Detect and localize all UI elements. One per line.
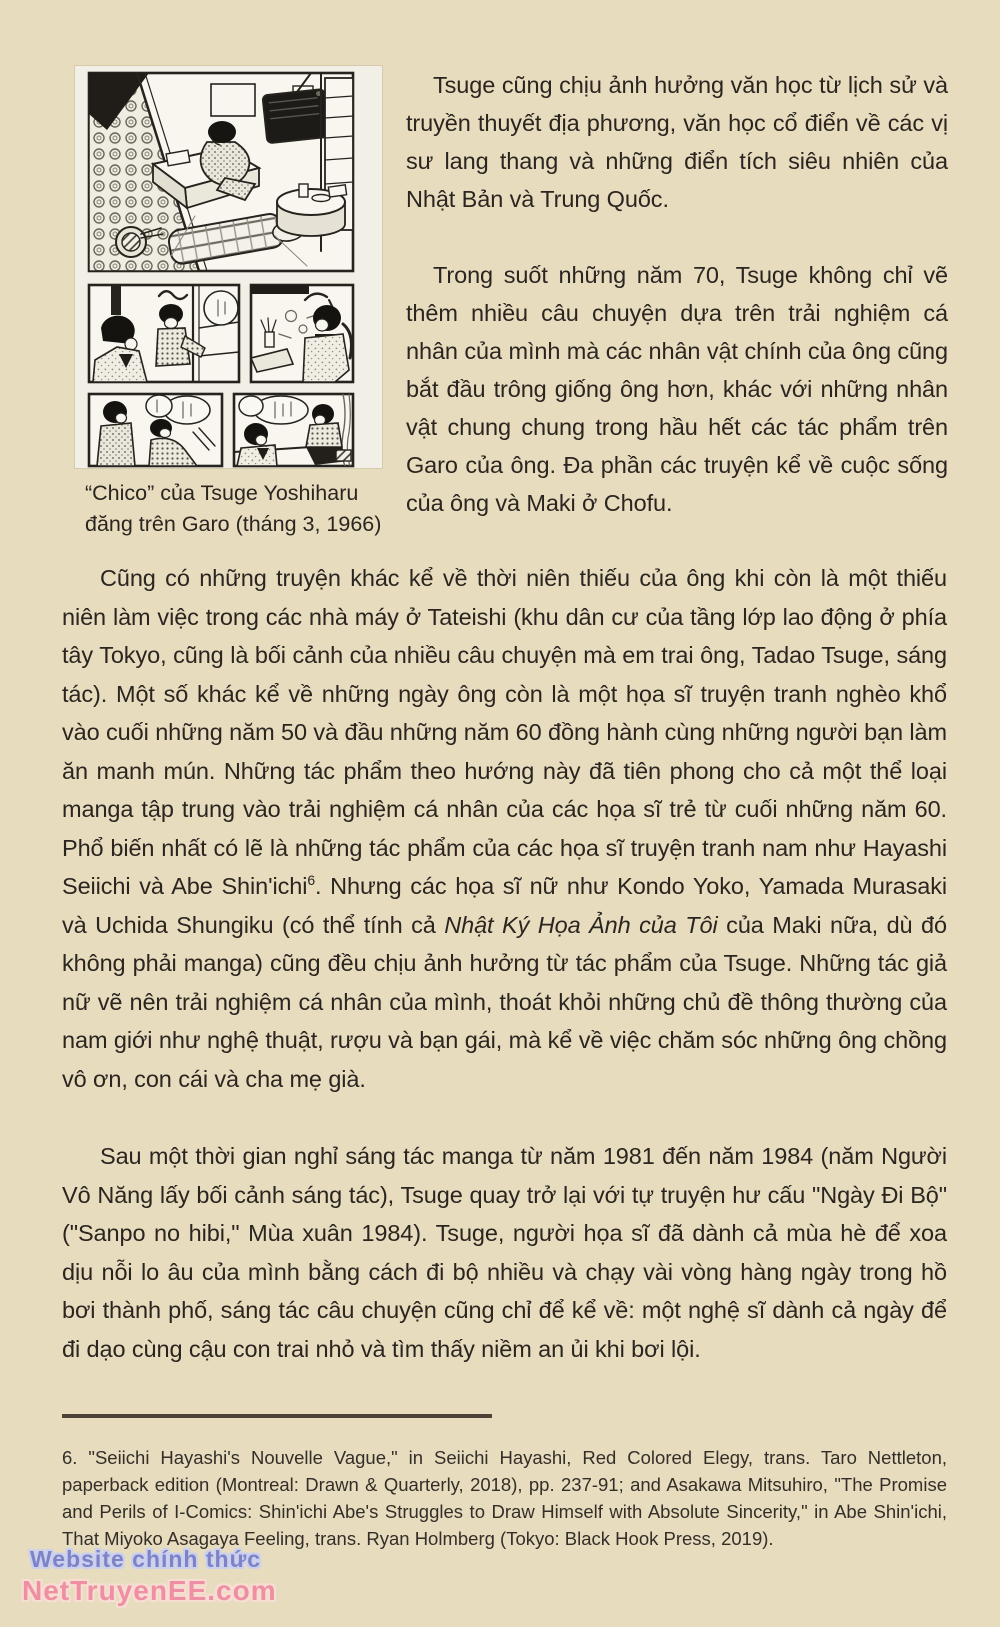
figure-caption: “Chico” của Tsuge Yoshiharu đăng trên Garo (tháng 3, 1966) <box>85 481 382 536</box>
intro-paragraph-2: Trong suốt những năm 70, Tsuge không chỉ vẽ thêm nhiều câu chuyện dựa trên trải nghiệm cá nhân của mình mà các nhân vật chính của ông cũng bắt đầu trông giống ông hơn, khác với những nhân vật chung chung trong hầu hết các tác phẩm trên Garo của ông. Đa phần các truyện kể về cuộc sống của ông và Maki ở Chofu. <box>406 262 948 516</box>
panel-veranda-scene <box>234 394 353 466</box>
intro-column <box>406 66 948 522</box>
body-p1-segment-3: của Maki nữa, dù đó không phải manga) cũng đều chịu ảnh hưởng từ tác phẩm của Tsuge. Những tác giả nữ vẽ nên trải nghiệm cá nhân của mình, thoát khỏi những chủ đề thông thường của nam giới như nghệ thuật, rượu và bạn gái, mà kể về việc chăm sóc những ông chồng vô ơn, con cái và cha mẹ già. <box>62 911 947 1092</box>
body-paragraph-2: Sau một thời gian nghỉ sáng tác manga từ năm 1981 đến năm 1984 (năm Người Vô Năng lấy bối cảnh sáng tác), Tsuge quay trở lại với tự truyện hư cấu "Ngày Đi Bộ" ("Sanpo no hibi," Mùa xuân 1984). Tsuge, người họa sĩ đã dành cả mùa hè để xoa dịu nỗi lo âu của mình bằng cách đi bộ nhiều và chạy vài vòng hàng ngày trong hồ bơi thành phố, sáng tác câu chuyện cũng chỉ để kể về: một nghệ sĩ dành cả ngày để đi dạo cùng cậu con trai nhỏ và tìm thấy niềm an ủi khi bơi lội. <box>62 1143 947 1362</box>
footnote-text: 6. "Seiichi Hayashi's Nouvelle Vague," in Seiichi Hayashi, Red Colored Elegy, trans. Taro Nettleton, paperback edition (Montreal: Drawn & Quarterly, 2018), pp. 237-91; and Asakawa Mitsuhiro, "The Promise and Perils of I-Comics: Shin'ichi Abe's Struggles to Draw Himself with Absolute Sincerity," in Abe Shin'ichi, That Miyoko Asagaya Feeling, trans. Ryan Holmberg (Tokyo: Black Hook Press, 2019). <box>62 1447 947 1549</box>
watermark-site-label: Website chính thức <box>30 1546 262 1572</box>
body-text <box>62 559 947 1368</box>
footnote-reference: 6 <box>307 872 316 889</box>
body-p1-segment-1: Cũng có những truyện khác kể về thời niên thiếu của ông khi còn là một thiếu niên làm việc trong các nhà máy ở Tateishi (khu dân cư của tầng lớp lao động ở phía tây Tokyo, cũng là bối cảnh của nhiều câu chuyện mà em trai ông, Tadao Tsuge, sáng tác). Một số khác kể về những ngày ông còn là một họa sĩ truyện tranh nghèo khổ vào cuối những năm 50 và đầu những năm 60 đồng hành cùng những người bạn làm ăn manh mún. Những tác phẩm theo hướng này đã tiên phong cho cả một thể loại manga tập trung vào trải nghiệm cá nhân của các họa sĩ trẻ từ cuối những năm 60. Phổ biến nhất có lẽ là những tác phẩm của các họa sĩ truyện tranh nam như Hayashi Seiichi và Abe Shin'ichi <box>62 565 947 899</box>
site-watermark <box>22 1548 277 1605</box>
manga-figure <box>75 66 382 540</box>
watermark-site-name: NetTruyenEE.com <box>22 1575 277 1606</box>
body-paragraph-1 <box>62 559 947 1098</box>
footnote-divider <box>62 1414 492 1418</box>
panel-seated-man-scene <box>251 285 353 382</box>
footnote-area <box>62 1414 947 1552</box>
top-section <box>75 66 948 540</box>
panel-conversation-scene <box>89 394 222 466</box>
panel-doorway-scene <box>89 285 239 382</box>
book-title-italic: Nhật Ký Họa Ảnh của Tôi <box>444 911 718 938</box>
panel-room-scene <box>89 73 353 271</box>
manga-page-image <box>75 66 382 468</box>
body-p1-segment-2: . Nhưng các họa sĩ nữ như Kondo Yoko, Yamada Murasaki và Uchida Shungiku (có thể tính cả <box>62 873 947 938</box>
intro-paragraph-1: Tsuge cũng chịu ảnh hưởng văn học từ lịch sử và truyền thuyết địa phương, văn học cổ điển về các vị sư lang thang và những điển tích siêu nhiên của Nhật Bản và Trung Quốc. <box>406 72 948 212</box>
